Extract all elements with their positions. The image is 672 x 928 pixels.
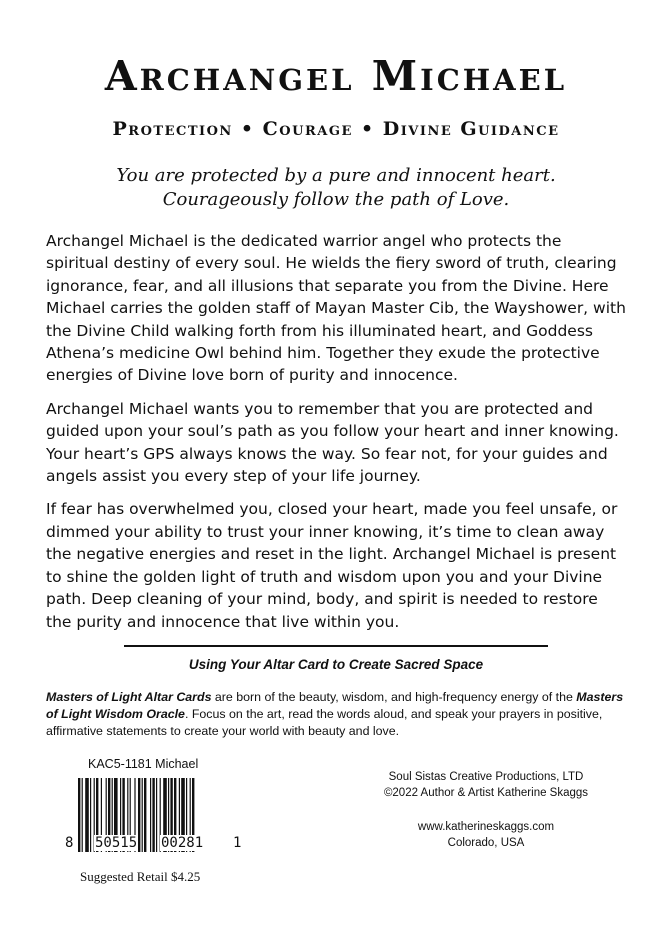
altar-description — [46, 689, 636, 740]
sku-label: KAC5-1181 Michael — [88, 757, 199, 771]
affirmation — [0, 164, 672, 212]
affirmation-line: Courageously follow the path of Love. — [162, 189, 510, 210]
barcode-digit-group: 50515 — [95, 835, 138, 851]
card-description — [46, 230, 626, 644]
altar-text-span: . Focus on the art, read the words aloud, and speak your prayers in positive, affirmative statements to create your world with beauty and love. — [46, 707, 603, 738]
publisher-name: Soul Sistas Creative Productions, LTD — [388, 771, 584, 783]
altar-text-span: are born of the beauty, wisdom, and high-frequency energy of the — [211, 690, 577, 704]
suggested-retail: Suggested Retail $4.25 — [80, 869, 201, 884]
altar-heading: Using Your Altar Card to Create Sacred Space — [188, 657, 484, 672]
website-link[interactable]: www.katherineskaggs.com — [417, 821, 555, 833]
affirmation-line: You are protected by a pure and innocent heart. — [116, 165, 556, 186]
description-paragraph: Archangel Michael is the dedicated warrior angel who protects the spiritual destiny of every soul. He wields the fiery sword of truth, clearing ignorance, fear, and all illusions that separate you from the Divine. Here Michael carries the golden staff of Mayan Master Cib, the Wayshower, with the Divine Child walking forth from his illuminated heart, and Goddess Athena’s medicine Owl behind him. Together they exude the protective energies of Divine love born of purity and innocence. — [46, 232, 626, 385]
altar-bold-phrase: Masters of Light Wisdom Oracle — [46, 690, 624, 721]
altar-bold-phrase: Masters of Light Altar Cards — [46, 690, 212, 704]
barcode-digits — [64, 835, 244, 857]
description-paragraph: If fear has overwhelmed you, closed your heart, made you feel unsafe, or dimmed your ability to trust your inner knowing, it’s time to clean away the negative energies and reset in the light. Archangel Michael is present to shine the golden light of truth and wisdom upon you and your Divine path. Deep cleaning of your mind, body, and spirit is needed to restore the purity and innocence that live within you. — [46, 500, 618, 631]
copyright-line: ©2022 Author & Artist Katherine Skaggs — [383, 787, 589, 799]
publisher-info — [362, 769, 610, 851]
barcode-digit-group: 1 — [233, 835, 242, 851]
section-divider — [124, 645, 548, 647]
card-title: Archangel Michael — [104, 52, 568, 100]
barcode-digit-group: 00281 — [161, 835, 204, 851]
description-paragraph: Archangel Michael wants you to remember that you are protected and guided upon your soul’s path as you follow your heart and inner knowing. Your heart’s GPS always knows the way. So fear not, for your guides and angels assist you every step of your life journey. — [46, 399, 619, 486]
publisher-location: Colorado, USA — [447, 837, 525, 849]
card-subtitle: Protection • Courage • Divine Guidance — [112, 118, 560, 140]
barcode-digit-group: 8 — [65, 835, 74, 851]
